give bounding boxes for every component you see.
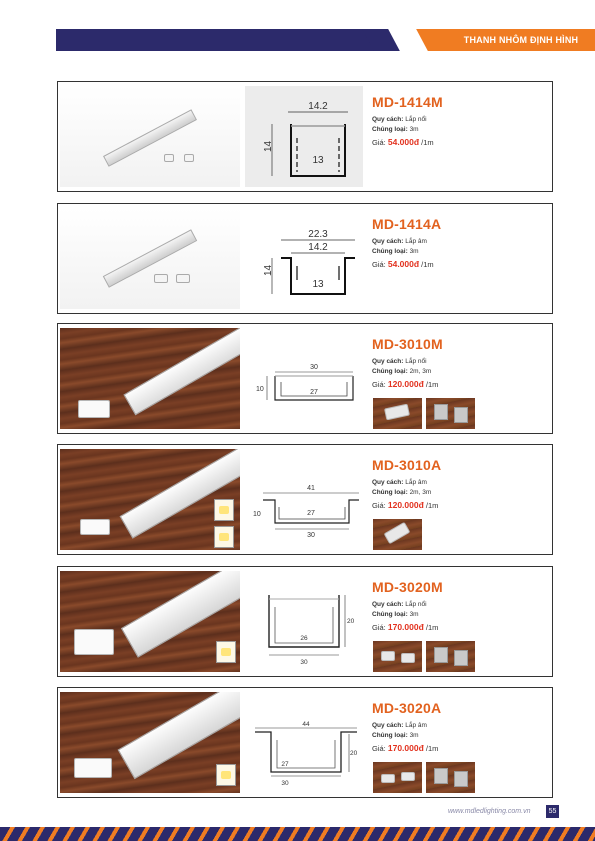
endcap-image	[78, 400, 110, 418]
product-photo	[60, 571, 240, 672]
endcap-image	[176, 274, 190, 283]
dim-inner: 27	[281, 761, 289, 768]
section-title: THANH NHÔM ĐỊNH HÌNH	[463, 35, 579, 45]
product-card-md-1414a	[57, 203, 553, 314]
page-number: 55	[546, 805, 559, 818]
price-line: Giá: 120.000đ /1m	[372, 500, 439, 510]
spec-value: Lắp nổi	[405, 116, 427, 123]
price-line: Giá: 170.000đ /1m	[372, 622, 439, 632]
model-name: MD-1414A	[372, 216, 442, 232]
dim-inner: 13	[312, 279, 324, 290]
price-value: 54.000đ	[387, 259, 420, 269]
product-info	[372, 579, 550, 632]
dim-height: 20	[350, 750, 358, 757]
product-photo	[60, 449, 240, 550]
product-photo	[60, 328, 240, 429]
type-value: 2m, 3m	[409, 367, 432, 375]
led-strip-image	[216, 641, 236, 663]
type-line: Chủng loại: 3m	[372, 731, 419, 739]
model-name: MD-3010A	[372, 457, 442, 473]
dim-width: 30	[300, 659, 308, 666]
dim-width: 14.2	[308, 242, 328, 253]
price-value: 54.000đ	[387, 137, 420, 147]
cross-section-diagram	[245, 208, 363, 309]
dim-inner: 27	[310, 389, 318, 396]
dim-width: 30	[307, 532, 315, 539]
endcap-image	[74, 758, 112, 778]
spec-value: Lắp nổi	[405, 358, 427, 365]
dim-inner: 13	[312, 155, 324, 166]
dim-height: 14	[263, 140, 274, 152]
model-name: MD-3020A	[372, 700, 442, 716]
website-url[interactable]: www.mdledlighting.com.vn	[448, 808, 531, 815]
led-strip-image	[214, 526, 234, 548]
spec-line: Quy cách: Lắp âm	[372, 479, 427, 486]
type-value: 2m, 3m	[409, 488, 432, 496]
dim-height: 10	[253, 511, 261, 518]
type-value: 3m	[409, 610, 419, 618]
spec-line: Quy cách: Lắp âm	[372, 238, 427, 245]
accessory-clip-image	[426, 641, 475, 672]
product-card-md-3020m	[57, 566, 553, 677]
endcap-image	[80, 519, 110, 535]
spec-value: Lắp âm	[405, 722, 427, 729]
spec-line: Quy cách: Lắp nổi	[372, 116, 427, 123]
dim-top: 41	[307, 485, 315, 492]
spec-value: Lắp âm	[405, 238, 427, 245]
cross-section-diagram	[245, 86, 363, 187]
price-line: Giá: 120.000đ /1m	[372, 379, 439, 389]
product-card-md-3010m	[57, 323, 553, 434]
profile-image	[123, 328, 240, 415]
product-info	[372, 216, 550, 269]
price-value: 170.000đ	[387, 622, 424, 632]
type-value: 3m	[409, 731, 419, 739]
product-photo	[60, 692, 240, 793]
accessory-endcap-image	[373, 641, 422, 672]
banner-navy-bar	[56, 29, 378, 51]
led-strip-image	[216, 764, 236, 786]
endcap-image	[74, 629, 114, 655]
dim-inner: 26	[300, 635, 308, 642]
price-unit: /1m	[425, 623, 439, 632]
type-value: 3m	[409, 247, 419, 255]
dim-width: 14.2	[308, 101, 328, 112]
price-value: 120.000đ	[387, 379, 424, 389]
profile-image	[103, 109, 197, 167]
spec-line: Quy cách: Lắp nổi	[372, 358, 427, 365]
type-line: Chủng loại: 3m	[372, 610, 419, 618]
cross-section-diagram	[245, 571, 363, 672]
price-unit: /1m	[425, 744, 439, 753]
footer-stripe	[0, 827, 595, 841]
product-photo	[60, 86, 240, 187]
dim-inner: 27	[307, 510, 315, 517]
product-card-md-3010a	[57, 444, 553, 555]
dim-top: 44	[302, 721, 310, 728]
type-value: 3m	[409, 125, 419, 133]
price-value: 120.000đ	[387, 500, 424, 510]
dim-width: 30	[310, 364, 318, 371]
dim-height: 20	[347, 618, 355, 625]
dim-height: 10	[256, 386, 264, 393]
product-info	[372, 700, 550, 753]
type-line: Chủng loại: 3m	[372, 247, 419, 255]
cross-section-diagram	[245, 328, 363, 429]
price-line: Giá: 54.000đ /1m	[372, 259, 434, 269]
type-line: Chủng loại: 2m, 3m	[372, 367, 432, 375]
product-info	[372, 336, 550, 389]
type-line: Chủng loại: 2m, 3m	[372, 488, 432, 496]
accessory-clip-image	[426, 398, 475, 429]
accessory-endcap-image	[373, 519, 422, 550]
product-card-md-1414m	[57, 81, 553, 192]
cross-section-diagram	[245, 692, 363, 793]
model-name: MD-3020M	[372, 579, 443, 595]
product-card-md-3020a	[57, 687, 553, 798]
cross-section-diagram	[245, 449, 363, 550]
price-value: 170.000đ	[387, 743, 424, 753]
price-unit: /1m	[425, 501, 439, 510]
dim-width: 30	[281, 780, 289, 787]
model-name: MD-1414M	[372, 94, 443, 110]
dim-height: 14	[263, 264, 274, 276]
endcap-image	[164, 154, 174, 162]
dim-top: 22.3	[308, 229, 328, 240]
model-name: MD-3010M	[372, 336, 443, 352]
header-banner	[56, 29, 579, 51]
price-unit: /1m	[425, 380, 439, 389]
spec-value: Lắp nổi	[405, 601, 427, 608]
price-unit: /1m	[421, 260, 434, 269]
accessory-endcap-image	[373, 398, 422, 429]
accessory-clip-image	[426, 762, 475, 793]
spec-line: Quy cách: Lắp âm	[372, 722, 427, 729]
product-info	[372, 457, 550, 510]
type-line: Chủng loại: 3m	[372, 125, 419, 133]
price-unit: /1m	[421, 138, 434, 147]
spec-line: Quy cách: Lắp nổi	[372, 601, 427, 608]
led-strip-image	[214, 499, 234, 521]
endcap-image	[154, 274, 168, 283]
product-info	[372, 94, 550, 147]
endcap-image	[184, 154, 194, 162]
price-line: Giá: 54.000đ /1m	[372, 137, 434, 147]
accessory-endcap-image	[373, 762, 422, 793]
product-photo	[60, 208, 240, 309]
spec-value: Lắp âm	[405, 479, 427, 486]
price-line: Giá: 170.000đ /1m	[372, 743, 439, 753]
